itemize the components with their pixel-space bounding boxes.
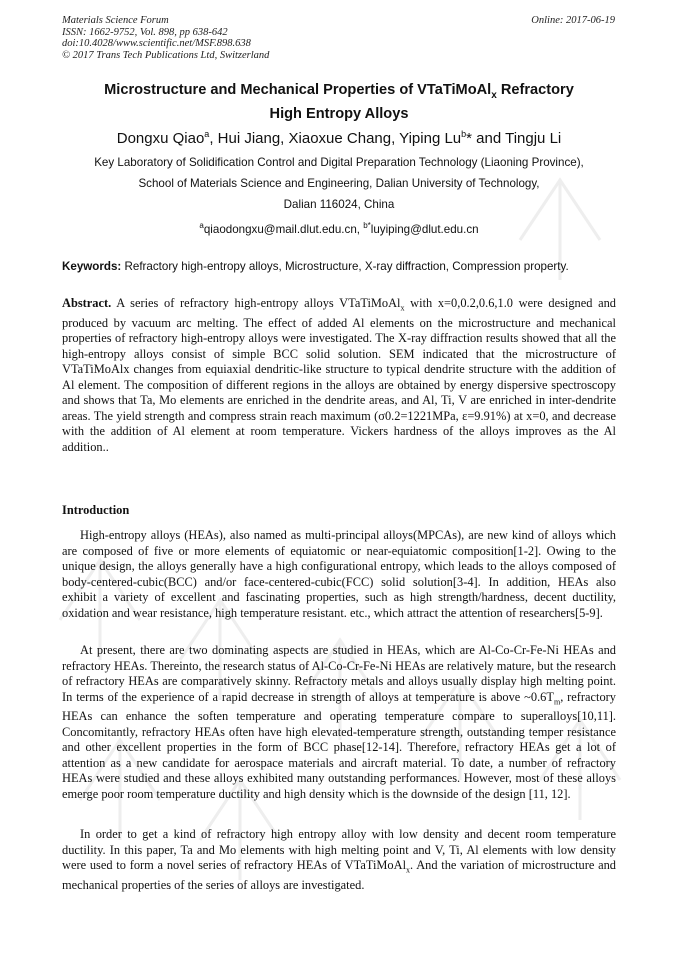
- keywords: [62, 259, 616, 274]
- keywords-label: Keywords:: [62, 260, 122, 273]
- keywords-text: Refractory high-entropy alloys, Microstructure, X-ray diffraction, Compression property.: [121, 260, 569, 273]
- affiliation: [62, 152, 616, 215]
- affiliation-line-3: Dalian 116024, China: [283, 198, 395, 211]
- abstract-label: Abstract.: [62, 296, 112, 310]
- intro-p3-text-a: In order to get a kind of refractory high entropy alloy with low density and decent room temperature ductility. In this paper, Ta and Mo elements with high melting point and V, Ti, Al elements with low density were used to form a novel series of refractory HEAs of VTaTiMoAl: [62, 827, 616, 872]
- intro-p2-text-b: , refractory HEAs can enhance the soften temperature and operating temperature compare to superalloys[10,11]. Concomitantly, refractory HEAs often have high elevated-temperature strength, outstanding temper resistance and other excellent properties in the form of BCC phase[12-14]. Therefore, refractory HEAs get a lot of attention as a new candidate for aerospace materials and aircraft material. To date, a number of refractory HEAs were studied and these alloys exhibited many outstanding performances. However, most of these alloys emerge poor room temperature ductility and high density which is the downside of the design [11, 12].: [62, 689, 616, 801]
- author-1: Dongxu Qiao: [116, 130, 205, 147]
- title-subscript: x: [491, 89, 497, 101]
- section-heading-introduction: Introduction: [62, 503, 130, 517]
- intro-p3-subscript: x: [406, 865, 411, 875]
- paper-title: [62, 81, 616, 124]
- email-sup-a: a: [199, 221, 204, 230]
- intro-p3-text-b: . And the variation of microstructure and mechanical properties of the series of alloys are investigated.: [62, 858, 616, 892]
- journal-name: Materials Science Forum: [62, 15, 169, 26]
- author-list: , Hui Jiang, Xiaoxue Chang, Yiping Lu: [209, 130, 462, 147]
- abstract-text-2: with x=0,0.2,0.6,1.0 were designed and produced by vacuum arc melting. The effect of added Al elements on the microstructure and mechanical properties of refractory high-entropy alloys were investigated. The X-ray diffraction results showed that all the high-entropy alloys consist of simple BCC solid solution. SEM indicated that the microstructure of VTaTiMoAlx changes from equiaxial dendritic-like structure to typical dendrite structure with the addition of Al element. The composition of different regions in the alloys are obtained by energy dispersive spectroscopy and shows that Ta, Mo elements are enriched in the dendrite areas, and Al, Ti, V are enriched in inter-dendrite areas. The yield strength and compress strain reach maximum (σ0.2=1221MPa, ε=9.91%) at x=0, and decrease with the addition of Al element at room temperature. Vickers hardness of the alloys improves as the Al addition..: [62, 296, 616, 454]
- authors: [62, 125, 616, 148]
- author-sup-b: b: [461, 129, 467, 139]
- journal-header: [62, 15, 269, 61]
- abstract-text-1: A series of refractory high-entropy alloys VTaTiMoAl: [111, 296, 401, 310]
- affiliation-line-1: Key Laboratory of Solidification Control and Digital Preparation Technology (Liaoning Province),: [94, 156, 584, 169]
- abstract: [62, 296, 616, 455]
- email-a[interactable]: qiaodongxu@mail.dlut.edu.cn,: [203, 222, 364, 236]
- affiliation-line-2: School of Materials Science and Engineering, Dalian University of Technology,: [138, 177, 540, 190]
- copyright: © 2017 Trans Tech Publications Ltd, Switzerland: [62, 49, 270, 61]
- author-1-sup: a: [204, 129, 210, 139]
- title-part1: Microstructure and Mechanical Properties of VTaTiMoAl: [104, 82, 492, 98]
- title-line2: High Entropy Alloys: [269, 105, 409, 122]
- intro-p2-text-a: At present, there are two dominating aspects are studied in HEAs, which are Al-Co-Cr-Fe-Ni HEAs and refractory HEAs. Thereinto, the research status of Al-Co-Cr-Fe-Ni HEAs are relatively mature, but the research of refractory HEAs are comparatively skinny. Refractory metals and alloys usually display high melting point. In terms of the experience of a rapid decrease in strength of alloys at temperature is above ~0.6T: [62, 643, 616, 704]
- doi: doi:10.4028/www.scientific.net/MSF.898.638: [62, 38, 251, 49]
- issn: ISSN: 1662-9752, Vol. 898, pp 638-642: [62, 26, 228, 38]
- intro-paragraph-3: [62, 827, 616, 893]
- intro-p2-subscript: m: [553, 696, 561, 706]
- intro-paragraph-1: High-entropy alloys (HEAs), also named as multi-principal alloys(MPCAs), are new kind of alloys which are composed of five or more elements of equiatomic or near-equiatomic composition[1-2]. Owing to the unique design, the alloys generally have a high configurational entropy, which leads to the alloys composed of body-centered-cubic(BCC) and/or face-centered-cubic(FCC) solid solution[3-4]. In addition, HEAs also exhibit a variety of excellent and fascinating properties, such as high strength/hardness, decent ductility, oxidation and wear resistance, high temperature resistant. etc., which attract the attention of researchers[5-9].: [62, 528, 616, 620]
- intro-paragraph-2: [62, 643, 616, 802]
- author-last: * and Tingju Li: [466, 130, 562, 147]
- emails: [62, 218, 616, 237]
- email-b[interactable]: luyiping@dlut.edu.cn: [370, 222, 479, 236]
- online-date: Online: 2017-06-19: [531, 15, 615, 26]
- title-part2: Refractory: [496, 82, 574, 98]
- email-sup-b: b*: [363, 221, 371, 230]
- abstract-subscript: x: [400, 303, 405, 313]
